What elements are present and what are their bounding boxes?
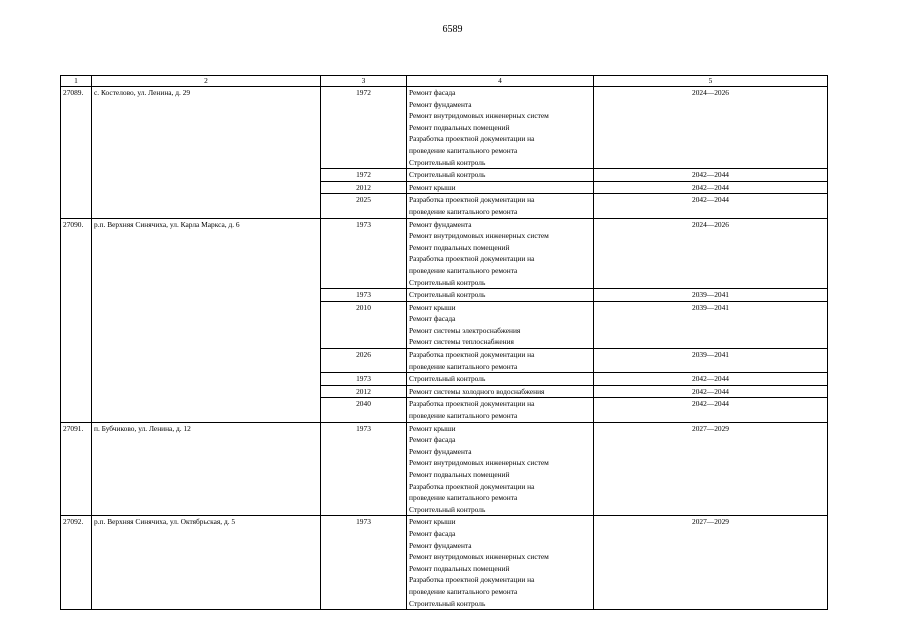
work-type-line: Строительный контроль: [409, 374, 486, 384]
year-cell: 2025: [321, 194, 407, 218]
work-type-line: Ремонт внутридомовых инженерных систем: [409, 111, 549, 121]
work-type-line: проведение капитального ремонта: [409, 411, 518, 421]
object-number-cell: 27091.: [61, 422, 92, 516]
work-type-line: Разработка проектной документации на: [409, 134, 535, 144]
work-type-line: Ремонт системы теплоснабжения: [409, 337, 514, 347]
period-cell: 2039—2041: [594, 349, 828, 373]
work-types-cell: [407, 398, 594, 422]
year-cell: 2010: [321, 301, 407, 348]
header-cell: 1: [61, 76, 92, 87]
year-cell: 2040: [321, 398, 407, 422]
work-type-line: Ремонт системы холодного водоснабжения: [409, 386, 545, 396]
work-type-line: Ремонт внутридомовых инженерных систем: [409, 552, 549, 562]
work-type-line: проведение капитального ремонта: [409, 265, 518, 275]
period-cell: 2027—2029: [594, 422, 828, 516]
table-row: [61, 422, 828, 516]
object-number-cell: 27090.: [61, 218, 92, 422]
work-type-line: Разработка проектной документации на: [409, 399, 535, 409]
work-type-line: Ремонт фасада: [409, 314, 456, 324]
table-row: [61, 87, 828, 169]
year-cell: 2012: [321, 385, 407, 398]
work-type-line: Ремонт системы электроснабжения: [409, 325, 521, 335]
year-cell: 1973: [321, 422, 407, 516]
work-type-line: проведение капитального ремонта: [409, 493, 518, 503]
work-type-line: проведение капитального ремонта: [409, 586, 518, 596]
year-cell: 2012: [321, 181, 407, 194]
header-cell: 3: [321, 76, 407, 87]
work-type-line: Ремонт крыши: [409, 182, 456, 192]
object-number-cell: 27089.: [61, 87, 92, 219]
work-type-line: Ремонт подвальных помещений: [409, 470, 510, 479]
period-cell: 2039—2041: [594, 301, 828, 348]
work-type-line: Ремонт внутридомовых инженерных систем: [409, 458, 549, 468]
work-types-cell: [407, 289, 594, 302]
work-types-cell: [407, 181, 594, 194]
work-type-line: Строительный контроль: [409, 157, 486, 167]
repair-schedule-table: [60, 75, 828, 610]
header-cell: 2: [92, 76, 321, 87]
work-types-cell: [407, 373, 594, 386]
work-types-cell: [407, 87, 594, 169]
work-types-cell: [407, 349, 594, 373]
period-cell: 2042—2044: [594, 398, 828, 422]
work-type-line: Ремонт фасада: [409, 435, 456, 445]
work-type-line: Разработка проектной документации на: [409, 195, 535, 205]
year-cell: 1972: [321, 87, 407, 169]
work-type-line: Ремонт крыши: [409, 423, 456, 433]
work-type-line: Строительный контроль: [409, 598, 486, 608]
period-cell: 2024—2026: [594, 218, 828, 289]
object-number-cell: 27092.: [61, 516, 92, 610]
work-types-cell: [407, 194, 594, 218]
period-cell: 2027—2029: [594, 516, 828, 610]
work-type-line: Ремонт подвальных помещений: [409, 242, 510, 252]
work-types-cell: [407, 385, 594, 398]
work-type-line: Разработка проектной документации на: [409, 350, 535, 360]
page-number: 6589: [442, 24, 463, 35]
work-type-line: Ремонт подвальных помещений: [409, 122, 510, 132]
work-type-line: Ремонт подвальных помещений: [409, 563, 510, 573]
work-types-cell: [407, 218, 594, 289]
work-type-line: Разработка проектной документации на: [409, 575, 535, 585]
work-type-line: Разработка проектной документации на: [409, 481, 535, 491]
address-cell: р.п. Верхняя Синячиха, ул. Октябрьская, д. 5: [92, 516, 321, 610]
table-row: [61, 516, 828, 610]
year-cell: 1973: [321, 516, 407, 610]
work-type-line: Ремонт фасада: [409, 528, 456, 538]
period-cell: 2042—2044: [594, 169, 828, 182]
period-cell: 2024—2026: [594, 87, 828, 169]
address-cell: с. Костелово, ул. Ленина, д. 29: [92, 87, 321, 219]
header-row: [61, 76, 828, 87]
year-cell: 1973: [321, 289, 407, 302]
work-type-line: Ремонт крыши: [409, 302, 456, 312]
work-type-line: проведение капитального ремонта: [409, 145, 518, 155]
table-row: [61, 218, 828, 289]
period-cell: 2042—2044: [594, 194, 828, 218]
work-type-line: Строительный контроль: [409, 290, 486, 300]
work-type-line: проведение капитального ремонта: [409, 206, 518, 216]
year-cell: 1973: [321, 218, 407, 289]
work-type-line: Разработка проектной документации на: [409, 254, 535, 264]
header-cell: 4: [407, 76, 594, 87]
work-type-line: Ремонт фундамента: [409, 446, 472, 456]
work-type-line: Строительный контроль: [409, 170, 486, 180]
year-cell: 2026: [321, 349, 407, 373]
work-type-line: Строительный контроль: [409, 504, 486, 514]
work-types-cell: [407, 169, 594, 182]
period-cell: 2042—2044: [594, 385, 828, 398]
year-cell: 1973: [321, 373, 407, 386]
work-type-line: Ремонт фундамента: [409, 219, 472, 229]
address-cell: п. Бубчиково, ул. Ленина, д. 12: [92, 422, 321, 516]
work-types-cell: [407, 516, 594, 610]
work-type-line: Строительный контроль: [409, 277, 486, 287]
work-type-line: Ремонт внутридомовых инженерных систем: [409, 231, 549, 241]
period-cell: 2042—2044: [594, 373, 828, 386]
year-cell: 1972: [321, 169, 407, 182]
work-type-line: проведение капитального ремонта: [409, 361, 518, 371]
work-type-line: Ремонт крыши: [409, 517, 456, 527]
work-type-line: Ремонт фасада: [409, 88, 456, 97]
work-type-line: Ремонт фундамента: [409, 99, 472, 109]
work-types-cell: [407, 422, 594, 516]
work-type-line: Ремонт фундамента: [409, 540, 472, 550]
period-cell: 2039—2041: [594, 289, 828, 302]
header-cell: 5: [594, 76, 828, 87]
address-cell: р.п. Верхняя Синячиха, ул. Карла Маркса, д. 6: [92, 218, 321, 422]
period-cell: 2042—2044: [594, 181, 828, 194]
work-types-cell: [407, 301, 594, 348]
